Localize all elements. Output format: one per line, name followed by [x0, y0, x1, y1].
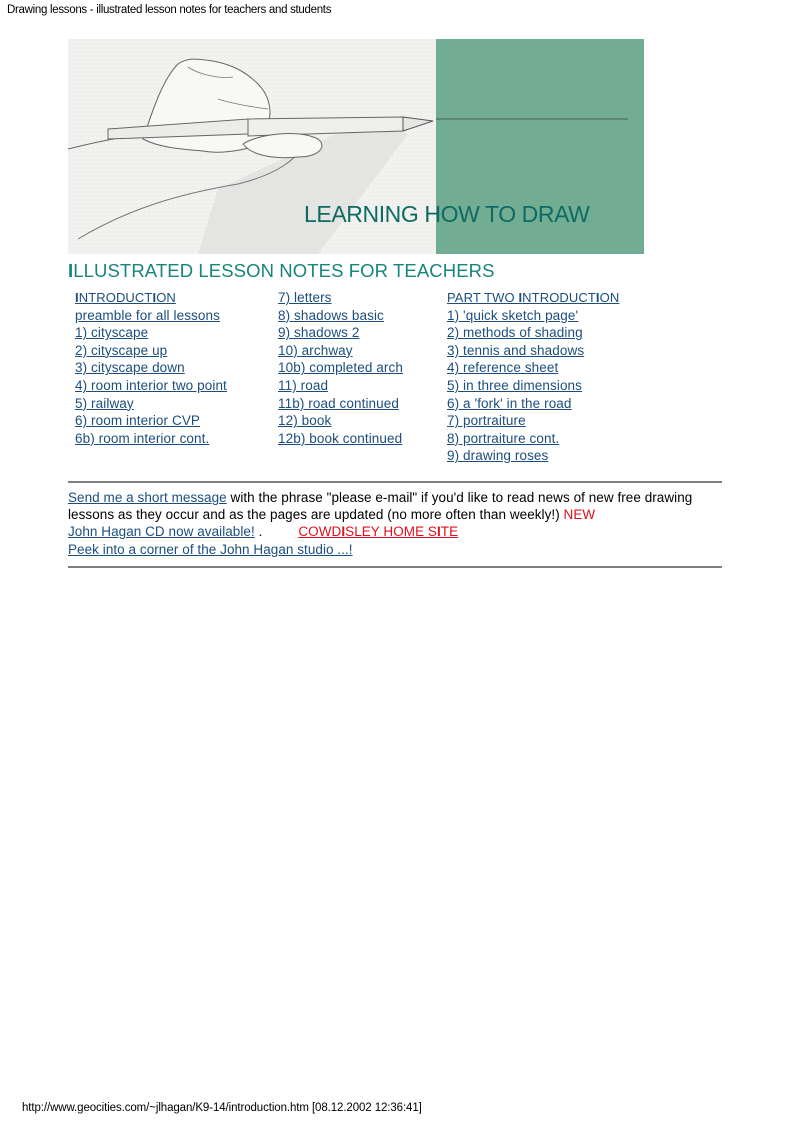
link-part2-lesson-3[interactable]: 3) tennis and shadows: [447, 342, 585, 358]
link-part2-lesson-2[interactable]: 2) methods of shading: [447, 325, 583, 341]
link-preamble[interactable]: preamble for all lessons: [75, 307, 220, 323]
link-lesson-2[interactable]: 2) cityscape up: [75, 342, 168, 358]
link-lesson-6[interactable]: 6) room interior CVP: [75, 413, 201, 429]
cd-available-link[interactable]: John Hagan CD now available!: [68, 524, 255, 540]
page-heading: [68, 260, 495, 282]
print-footer-url: http://www.geocities.com/~jlhagan/K9-14/introduction.htm [08.12.2002 12:36:41]: [22, 1102, 422, 1114]
link-lesson-3[interactable]: 3) cityscape down: [75, 360, 185, 376]
lesson-column-1: [75, 289, 227, 447]
link-lesson-11b[interactable]: 11b) road continued: [278, 395, 399, 411]
link-lesson-7[interactable]: 7) letters: [278, 290, 332, 305]
divider-top: [68, 481, 722, 483]
link-lesson-5[interactable]: 5) railway: [75, 395, 134, 411]
link-part-two-introduction[interactable]: PART TWO INTRODUCTION: [447, 290, 620, 305]
banner-title: [304, 201, 590, 228]
separator-dot: .: [254, 524, 263, 540]
send-message-link[interactable]: Send me a short message: [68, 490, 227, 505]
link-lesson-8[interactable]: 8) shadows basic: [278, 307, 384, 323]
divider-bottom: [68, 566, 722, 568]
heading-initial: I: [68, 260, 74, 281]
lesson-column-2: [278, 289, 403, 447]
link-lesson-9[interactable]: 9) shadows 2: [278, 325, 360, 341]
link-lesson-4[interactable]: 4) room interior two point: [75, 377, 227, 393]
link-lesson-12[interactable]: 12) book: [278, 413, 332, 429]
link-part2-lesson-5[interactable]: 5) in three dimensions: [447, 377, 583, 393]
link-lesson-10[interactable]: 10) archway: [278, 342, 353, 358]
lesson-column-3: [447, 289, 619, 465]
print-header-title: Drawing lessons - illustrated lesson notes for teachers and students: [7, 4, 332, 16]
news-section: [68, 489, 728, 558]
newsletter-text: with the phrase "please e-mail" if you'd like to read news of new free drawing lessons as they occur and as the pages are updated (no more often than weekly!): [68, 490, 693, 523]
link-lesson-12b[interactable]: 12b) book continued: [278, 430, 403, 446]
link-part2-lesson-4[interactable]: 4) reference sheet: [447, 360, 559, 376]
studio-link[interactable]: Peek into a corner of the John Hagan studio ...!: [68, 541, 353, 557]
banner-title-learning: LEARNING: [304, 201, 425, 227]
link-part2-lesson-6[interactable]: 6) a 'fork' in the road: [447, 395, 572, 411]
cowdisley-home-site-link[interactable]: COWDISLEY HOME SITE: [298, 524, 459, 540]
link-introduction[interactable]: INTRODUCTION: [75, 290, 176, 305]
link-lesson-11[interactable]: 11) road: [278, 377, 329, 393]
new-label: NEW: [563, 507, 596, 523]
link-lesson-6b[interactable]: 6b) room interior cont.: [75, 430, 210, 446]
link-lesson-10b[interactable]: 10b) completed arch: [278, 360, 403, 376]
banner-image: [68, 39, 644, 254]
link-lesson-1[interactable]: 1) cityscape: [75, 325, 149, 341]
heading-text: LLUSTRATED LESSON NOTES FOR TEACHERS: [73, 260, 495, 281]
link-part2-lesson-8[interactable]: 8) portraiture cont.: [447, 430, 560, 446]
banner-title-how-to-draw: HOW TO DRAW: [424, 201, 590, 227]
link-part2-lesson-7[interactable]: 7) portraiture: [447, 413, 526, 429]
link-part2-lesson-1[interactable]: 1) 'quick sketch page': [447, 307, 579, 323]
link-part2-lesson-9[interactable]: 9) drawing roses: [447, 448, 549, 464]
